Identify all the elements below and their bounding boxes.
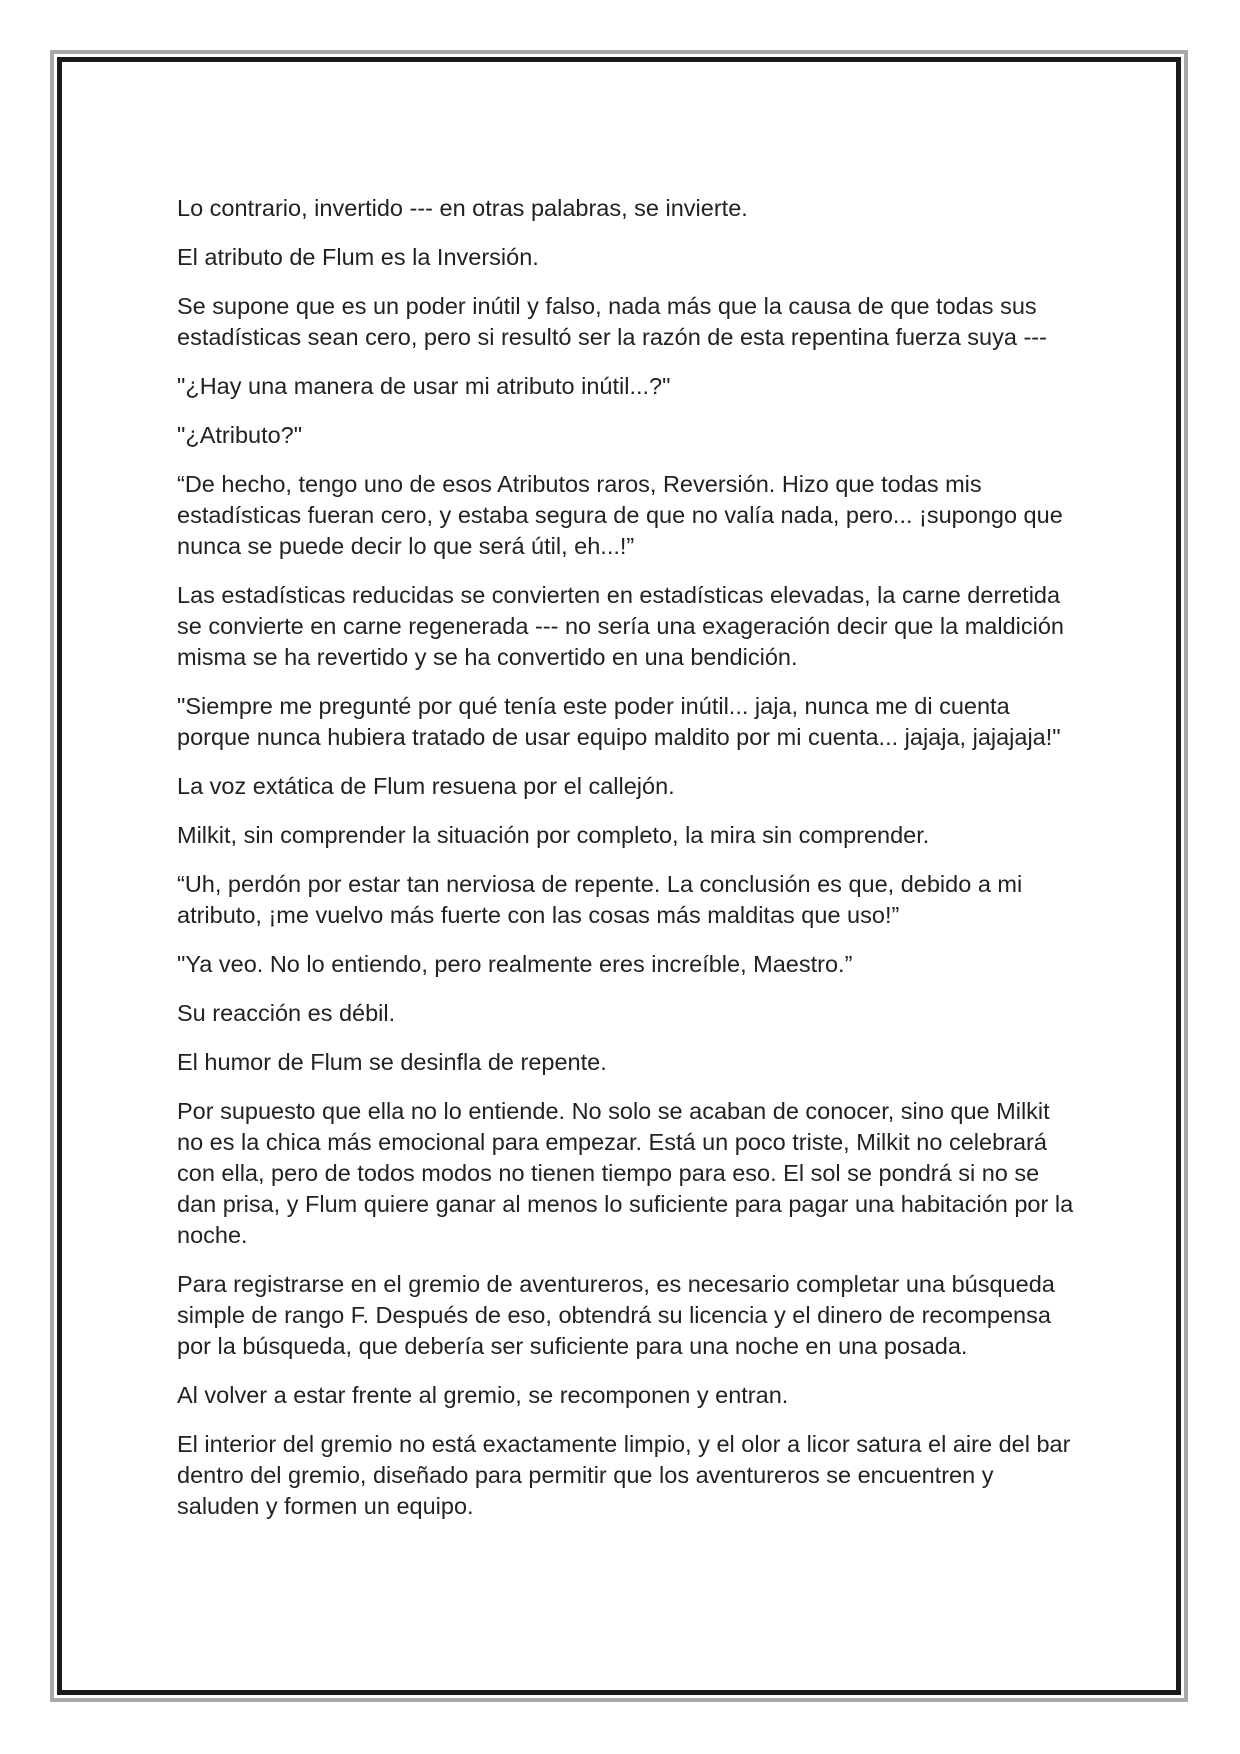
paragraph: "Ya veo. No lo entiendo, pero realmente eres increíble, Maestro.” [177,951,853,977]
paragraph: La voz extática de Flum resuena por el callejón. [177,773,675,799]
paragraph: "¿Atributo?" [177,422,303,448]
paragraph: Su reacción es débil. [177,1000,396,1026]
document-body [177,193,1077,1540]
paragraph: “De hecho, tengo uno de esos Atributos raros, Reversión. Hizo que todas mis estadísticas fueran cero, y estaba segura de que no valía nada, pero... ¡supongo que nunca se puede decir lo que será útil, eh...!” [177,471,1063,559]
paragraph: Se supone que es un poder inútil y falso, nada más que la causa de que todas sus estadísticas sean cero, pero si resultó ser la razón de esta repentina fuerza suya --- [177,293,1047,350]
paragraph: Para registrarse en el gremio de aventureros, es necesario completar una búsqueda simple de rango F. Después de eso, obtendrá su licencia y el dinero de recompensa por la búsqueda, que debería ser suficiente para una noche en una posada. [177,1271,1055,1359]
paragraph: “Uh, perdón por estar tan nerviosa de repente. La conclusión es que, debido a mi atributo, ¡me vuelvo más fuerte con las cosas más malditas que uso!” [177,871,1023,928]
paragraph: Por supuesto que ella no lo entiende. No solo se acaban de conocer, sino que Milkit no es la chica más emocional para empezar. Está un poco triste, Milkit no celebrará con ella, pero de todos modos no tienen tiempo para eso. El sol se pondrá si no se dan prisa, y Flum quiere ganar al menos lo suficiente para pagar una habitación por la noche. [177,1098,1074,1248]
paragraph: Milkit, sin comprender la situación por completo, la mira sin comprender. [177,822,930,848]
paragraph: El humor de Flum se desinfla de repente. [177,1049,607,1075]
paragraph: "¿Hay una manera de usar mi atributo inútil...?" [177,373,671,399]
paragraph: El atributo de Flum es la Inversión. [177,244,539,270]
paragraph: Al volver a estar frente al gremio, se recomponen y entran. [177,1382,789,1408]
paragraph: El interior del gremio no está exactamente limpio, y el olor a licor satura el aire del bar dentro del gremio, diseñado para permitir que los aventureros se encuentren y saluden y formen un equipo. [177,1431,1071,1519]
paragraph: Lo contrario, invertido --- en otras palabras, se invierte. [177,195,748,221]
paragraph: "Siempre me pregunté por qué tenía este poder inútil... jaja, nunca me di cuenta porque nunca hubiera tratado de usar equipo maldito por mi cuenta... jajaja, jajajaja!" [177,693,1061,750]
paragraph: Las estadísticas reducidas se convierten en estadísticas elevadas, la carne derretida se convierte en carne regenerada --- no sería una exageración decir que la maldición misma se ha revertido y se ha convertido en una bendición. [177,582,1064,670]
